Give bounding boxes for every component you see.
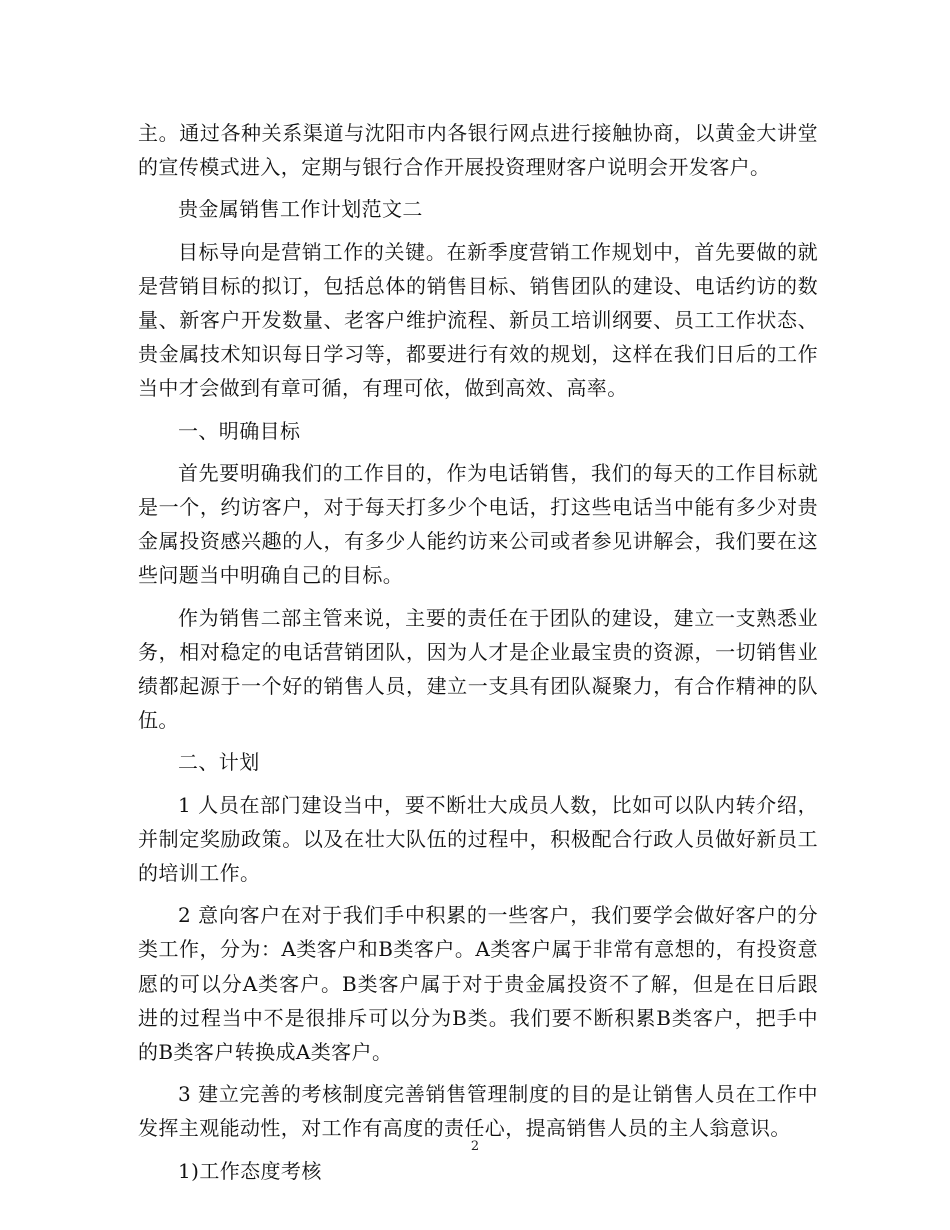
- page-number: 2: [470, 1139, 480, 1154]
- paragraph-goal-orientation: 目标导向是营销工作的关键。在新季度营销工作规划中，首先要做的就是营销目标的拟订，包括总体的销售目标、销售团队的建设、电话约访的数量、新客户开发数量、老客户维护流程、新员工培训纲要、员工工作状态、贵金属技术知识每日学习等，都要进行有效的规划，这样在我们日后的工作当中才会做到有章可循，有理可依，做到高效、高率。: [138, 239, 818, 401]
- paragraph-work-purpose: 首先要明确我们的工作目的，作为电话销售，我们的每天的工作目标就是一个，约访客户，对于每天打多少个电话，打这些电话当中能有多少对贵金属投资感兴趣的人，有多少人能约访来公司或者参见讲解会，我们要在这些问题当中明确自己的目标。: [138, 460, 818, 588]
- paragraph-plan-customers: 2 意向客户在对于我们手中积累的一些客户，我们要学会做好客户的分类工作，分为：A类客户和B类客户。A类客户属于非常有意想的，有投资意愿的可以分A类客户。B类客户属于对于贵金属投资不了解，但是在日后跟进的过程当中不是很排斥可以分为B类。我们要不断积累B类客户，把手中的B类客户转换成A类客户。: [138, 903, 818, 1065]
- heading-plan: 二、计划: [178, 750, 260, 775]
- heading-clear-goals: 一、明确目标: [178, 418, 301, 443]
- section-title-sample-two: 贵金属销售工作计划范文二: [178, 197, 423, 222]
- subheading-attitude-assessment: 1)工作态度考核: [178, 1158, 322, 1183]
- paragraph-plan-staff: 1 人员在部门建设当中，要不断壮大成员人数，比如可以队内转介绍，并制定奖励政策。以及在壮大队伍的过程中，积极配合行政人员做好新员工的培训工作。: [138, 792, 818, 886]
- paragraph-continuation: 主。通过各种关系渠道与沈阳市内各银行网点进行接触协商，以黄金大讲堂的宣传模式进入，定期与银行合作开展投资理财客户说明会开发客户。: [138, 121, 818, 180]
- document-body: [138, 116, 818, 1188]
- paragraph-team-building: 作为销售二部主管来说，主要的责任在于团队的建设，建立一支熟悉业务，相对稳定的电话营销团队，因为人才是企业最宝贵的资源，一切销售业绩都起源于一个好的销售人员，建立一支具有团队凝聚力，有合作精神的队伍。: [138, 605, 818, 733]
- paragraph-plan-assessment: 3 建立完善的考核制度完善销售管理制度的目的是让销售人员在工作中发挥主观能动性，对工作有高度的责任心，提高销售人员的主人翁意识。: [138, 1082, 818, 1141]
